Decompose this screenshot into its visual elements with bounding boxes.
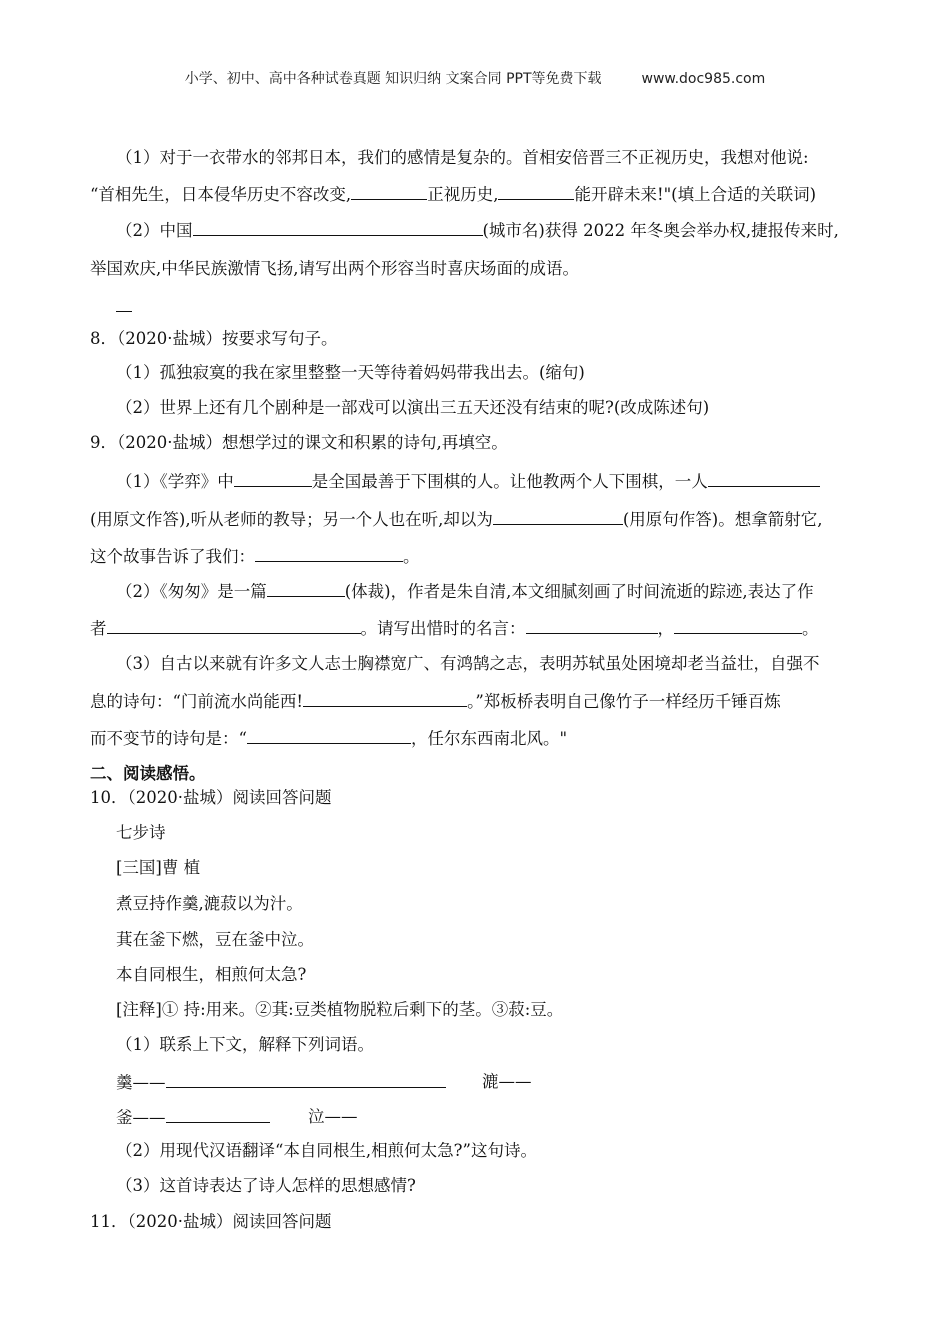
q9-part1-line1: （1）《学弈》中 是全国最善于下围棋的人。让他教两个人下围棋，一人 bbox=[116, 470, 820, 493]
q11-title: 11．（2020·盐城）阅读回答问题 bbox=[90, 1212, 332, 1231]
blank-conjunction-1[interactable] bbox=[351, 183, 427, 200]
q7-part1-line1: （1）对于一衣带水的邻邦日本，我们的感情是复杂的。首相安倍晋三不正视历史，我想对他说: bbox=[116, 148, 809, 167]
q9-part1-line3: 这个故事告诉了我们： 。 bbox=[90, 547, 420, 566]
word-fu: 釜—— bbox=[116, 1106, 270, 1129]
q7-answer-dash[interactable] bbox=[116, 296, 132, 318]
blank-poem-sushi[interactable] bbox=[303, 690, 467, 707]
header-text: 小学、初中、高中各种试卷真题 知识归纳 文案合同 PPT等免费下载 bbox=[184, 71, 602, 87]
q9-part2-line1: （2）《匆匆》是一篇 (体裁)，作者是朱自清,本文细腻刻画了时间流逝的踪迹,表达了作 bbox=[116, 582, 814, 601]
q9-part3-line1: （3）自古以来就有许多文人志士胸襟宽广、有鸿鹄之志，表明苏轼虽处困境却老当益壮，自强不 bbox=[116, 654, 820, 673]
blank-fu[interactable] bbox=[166, 1106, 270, 1123]
q8-part1: （1）孤独寂寞的我在家里整整一天等待着妈妈带我出去。(缩句) bbox=[116, 363, 585, 382]
q8-title: 8．（2020·盐城）按要求写句子。 bbox=[90, 329, 338, 348]
blank-quote-1[interactable] bbox=[526, 617, 658, 634]
section-title-reading: 二、阅读感悟。 bbox=[90, 764, 206, 783]
blank-conjunction-2[interactable] bbox=[498, 183, 574, 200]
word-lu: 漉—— bbox=[482, 1072, 532, 1091]
blank-quote-2[interactable] bbox=[674, 617, 802, 634]
blank-xueyi-sentence[interactable] bbox=[493, 508, 623, 525]
q10-sub2: （2）用现代汉语翻译“本自同根生,相煎何太急?”这句诗。 bbox=[116, 1141, 537, 1160]
poem-title: 七步诗 bbox=[116, 823, 166, 842]
q9-part2-line2: 者 。请写出惜时的名言： ， 。 bbox=[90, 619, 819, 638]
q9-title: 9．（2020·盐城）想想学过的课文和积累的诗句,再填空。 bbox=[90, 433, 508, 452]
q7-part2-line2: 举国欢庆,中华民族激情飞扬,请写出两个形容当时喜庆场面的成语。 bbox=[90, 259, 579, 278]
blank-geng[interactable] bbox=[166, 1071, 446, 1088]
blank-story-moral[interactable] bbox=[255, 545, 403, 562]
q9-part3-line3: 而不变节的诗句是：“ ，任尔东西南北风。" bbox=[90, 729, 568, 748]
poem-line-2: 萁在釜下燃，豆在釜中泣。 bbox=[116, 930, 314, 949]
q8-part2: （2）世界上还有几个剧种是一部戏可以演出三五天还没有结束的呢?(改成陈述句) bbox=[116, 398, 710, 417]
word-qi: 泣—— bbox=[308, 1107, 358, 1126]
blank-xueyi-original[interactable] bbox=[708, 470, 820, 487]
poem-notes: [注释]① 持:用来。②萁:豆类植物脱粒后剩下的茎。③菽:豆。 bbox=[116, 1000, 564, 1019]
q7-part2-line1: （2）中国 (城市名)获得 2022 年冬奥会举办权,捷报传来时, bbox=[116, 221, 839, 240]
q7-part1-line2: “首相先生，日本侵华历史不容改变, 正视历史, 能开辟未来!"(填上合适的关联词) bbox=[90, 185, 817, 204]
q10-sub3: （3）这首诗表达了诗人怎样的思想感情? bbox=[116, 1176, 416, 1195]
q9-part3-line2: 息的诗句：“门前流水尚能西! 。”郑板桥表明自己像竹子一样经历千锤百炼 bbox=[90, 692, 781, 711]
blank-poem-zheng[interactable] bbox=[247, 727, 411, 744]
poem-line-3: 本自同根生，相煎何太急? bbox=[116, 965, 307, 984]
header-site[interactable]: www.doc985.com bbox=[641, 71, 766, 87]
blank-genre[interactable] bbox=[267, 580, 345, 597]
q9-part1-line2: (用原文作答),听从老师的教导；另一个人也在听,却以为 (用原句作答)。想拿箭射它, bbox=[90, 510, 823, 529]
page-header bbox=[0, 68, 950, 88]
blank-author-feeling[interactable] bbox=[107, 617, 361, 634]
q10-sub1: （1）联系上下文，解释下列词语。 bbox=[116, 1035, 374, 1054]
blank-city-name[interactable] bbox=[193, 219, 483, 236]
word-geng: 羹—— bbox=[116, 1071, 446, 1094]
blank-xueyi-name[interactable] bbox=[234, 470, 312, 487]
q10-title: 10．（2020·盐城）阅读回答问题 bbox=[90, 788, 332, 807]
poem-line-1: 煮豆持作羹,漉菽以为汁。 bbox=[116, 894, 303, 913]
poem-author: [三国]曹 植 bbox=[116, 858, 201, 877]
